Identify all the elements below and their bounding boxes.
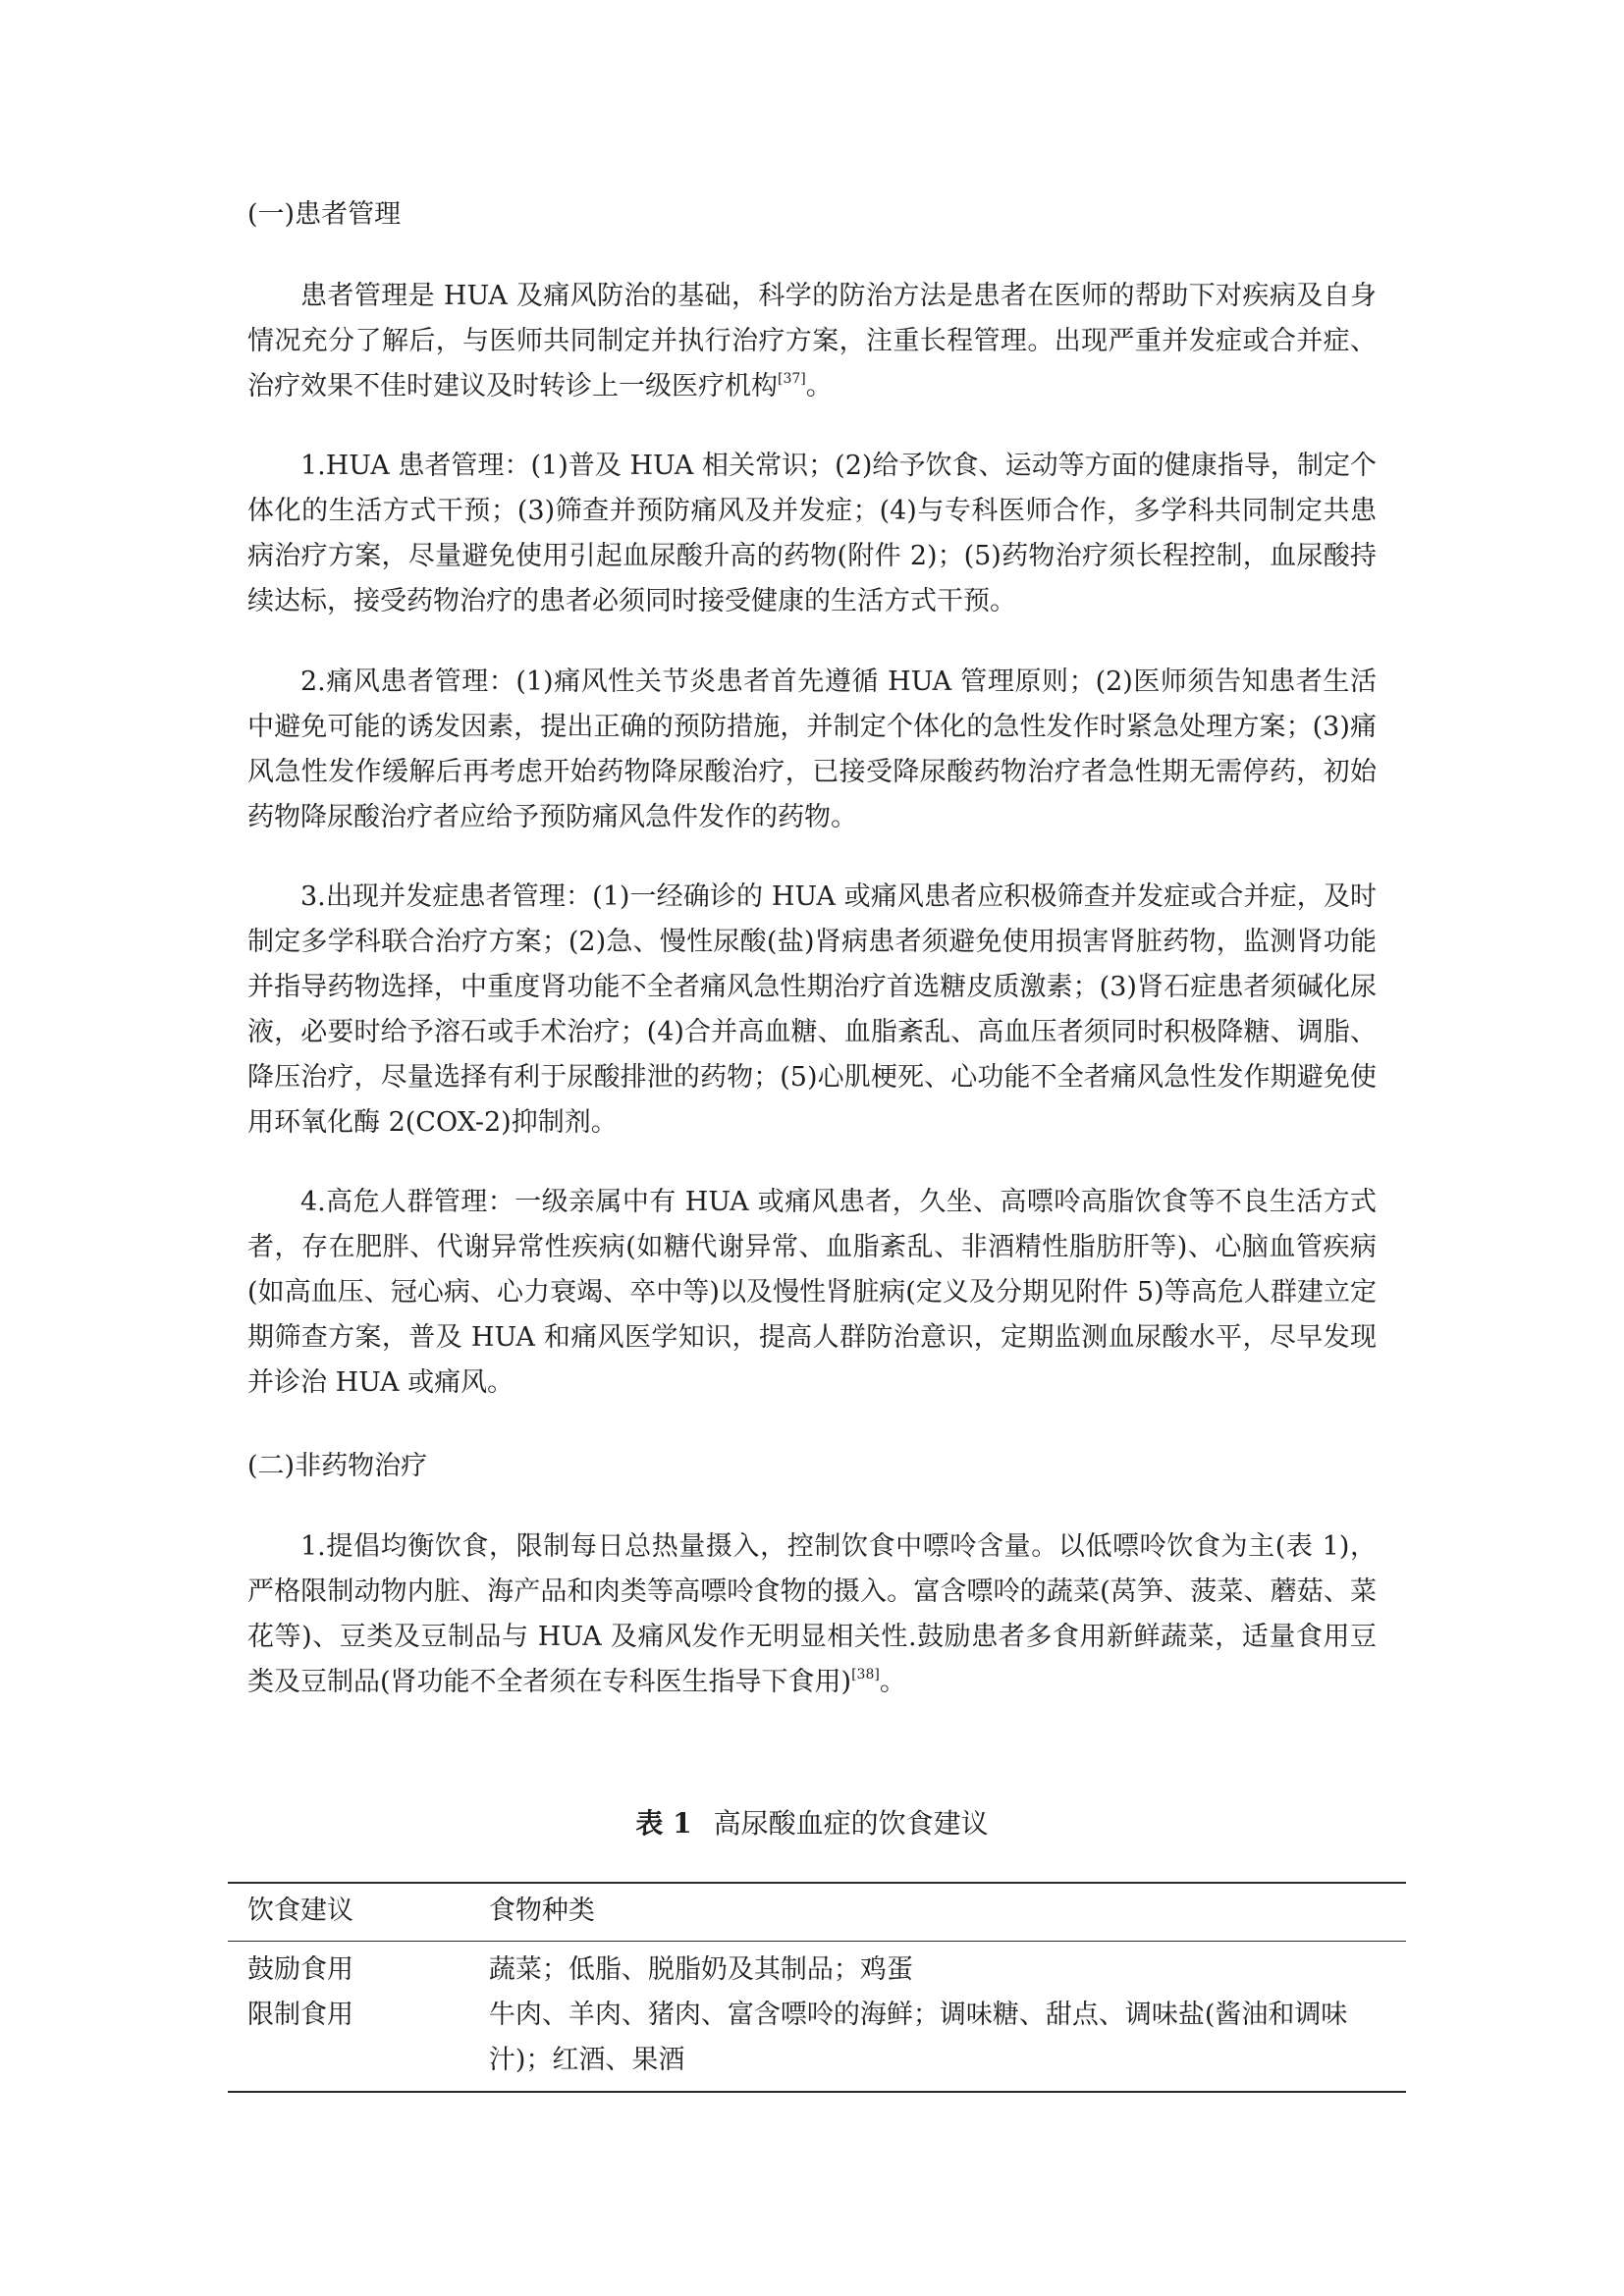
paragraph-intro-text: 患者管理是 HUA 及痛风防治的基础，科学的防治方法是患者在医师的帮助下对疾病及自身情况充分了解后，与医师共同制定并执行治疗方案，注重长程管理。出现严重并发症或合并症、治疗效果不佳时建议及时转诊上一级医疗机构 [247, 281, 1377, 401]
table-row [228, 1993, 1406, 2092]
section-heading-non-drug-therapy: (二)非药物治疗 [247, 1451, 428, 1481]
paragraph-balanced-diet-end: 。 [879, 1667, 906, 1697]
citation-ref-38: [38] [851, 1667, 880, 1682]
paragraph-intro [247, 274, 1377, 409]
table-caption [0, 1804, 1624, 1843]
paragraph-balanced-diet-text: 1.提倡均衡饮食，限制每日总热量摄入，控制饮食中嘌呤含量。以低嘌呤饮食为主(表 1)，严格限制动物内脏、海产品和肉类等高嘌呤食物的摄入。富含嘌呤的蔬菜(莴笋、菠菜、蘑菇、菜花等)、豆类及豆制品与 HUA 及痛风发作无明显相关性.鼓励患者多食用新鲜蔬菜，适量食用豆类及豆制品(肾功能不全者须在专科医生指导下食用) [247, 1531, 1377, 1697]
section-heading-patient-management: (一)患者管理 [247, 199, 402, 230]
table-cell-advice: 限制食用 [247, 2000, 353, 2030]
table-header-row [228, 1883, 1406, 1942]
paragraph-hua-management: 1.HUA 患者管理：(1)普及 HUA 相关常识；(2)给予饮食、运动等方面的健康指导，制定个体化的生活方式干预；(3)筛查并预防痛风及并发症；(4)与专科医师合作，多学科共同制定共患病治疗方案，尽量避免使用引起血尿酸升高的药物(附件 2)；(5)药物治疗须长程控制，血尿酸持续达标，接受药物治疗的患者必须同时接受健康的生活方式干预。 [247, 451, 1377, 616]
citation-ref-37: [37] [778, 371, 806, 387]
table-cell-foods: 牛肉、羊肉、猪肉、富含嘌呤的海鲜；调味糖、甜点、调味盐(酱油和调味汁)；红酒、果酒 [488, 2000, 1348, 2075]
paragraph-intro-end: 。 [805, 371, 833, 401]
table-header-food-type: 食物种类 [488, 1896, 595, 1926]
paragraph-high-risk-management: 4.高危人群管理：一级亲属中有 HUA 或痛风患者，久坐、高嘌呤高脂饮食等不良生活方式者，存在肥胖、代谢异常性疾病(如糖代谢异常、血脂紊乱、非酒精性脂肪肝等)、心脑血管疾病(如高血压、冠心病、心力衰竭、卒中等)以及慢性肾脏病(定义及分期见附件 5)等高危人群建立定期筛查方案，普及 HUA 和痛风医学知识，提高人群防治意识，定期监测血尿酸水平，尽早发现并诊治 HUA 或痛风。 [247, 1187, 1377, 1398]
table-caption-title: 高尿酸血症的饮食建议 [713, 1807, 989, 1840]
table-cell-foods: 蔬菜；低脂、脱脂奶及其制品；鸡蛋 [488, 1954, 913, 1985]
table-cell-advice: 鼓励食用 [247, 1954, 353, 1985]
diet-advice-table [228, 1882, 1406, 2093]
table-header-advice: 饮食建议 [247, 1896, 353, 1926]
paragraph-complication-management: 3.出现并发症患者管理：(1)一经确诊的 HUA 或痛风患者应积极筛查并发症或合并症，及时制定多学科联合治疗方案；(2)急、慢性尿酸(盐)肾病患者须避免使用损害肾脏药物，监测肾功能并指导药物选择，中重度肾功能不全者痛风急性期治疗首选糖皮质激素；(3)肾石症患者须碱化尿液，必要时给予溶石或手术治疗；(4)合并高血糖、血脂紊乱、高血压者须同时积极降糖、调脂、降压治疗，尽量选择有利于尿酸排泄的药物；(5)心肌梗死、心功能不全者痛风急性发作期避免使用环氧化酶 2(COX-2)抑制剂。 [247, 881, 1377, 1138]
table-row [228, 1942, 1406, 1994]
paragraph-gout-management: 2.痛风患者管理：(1)痛风性关节炎患者首先遵循 HUA 管理原则；(2)医师须告知患者生活中避免可能的诱发因素，提出正确的预防措施，并制定个体化的急性发作时紧急处理方案；(3)痛风急性发作缓解后再考虑开始药物降尿酸治疗，已接受降尿酸药物治疗者急性期无需停药，初始药物降尿酸治疗者应给予预防痛风急件发作的药物。 [247, 667, 1377, 832]
paragraph-balanced-diet [247, 1524, 1377, 1705]
table-caption-label: 表 1 [635, 1807, 692, 1840]
